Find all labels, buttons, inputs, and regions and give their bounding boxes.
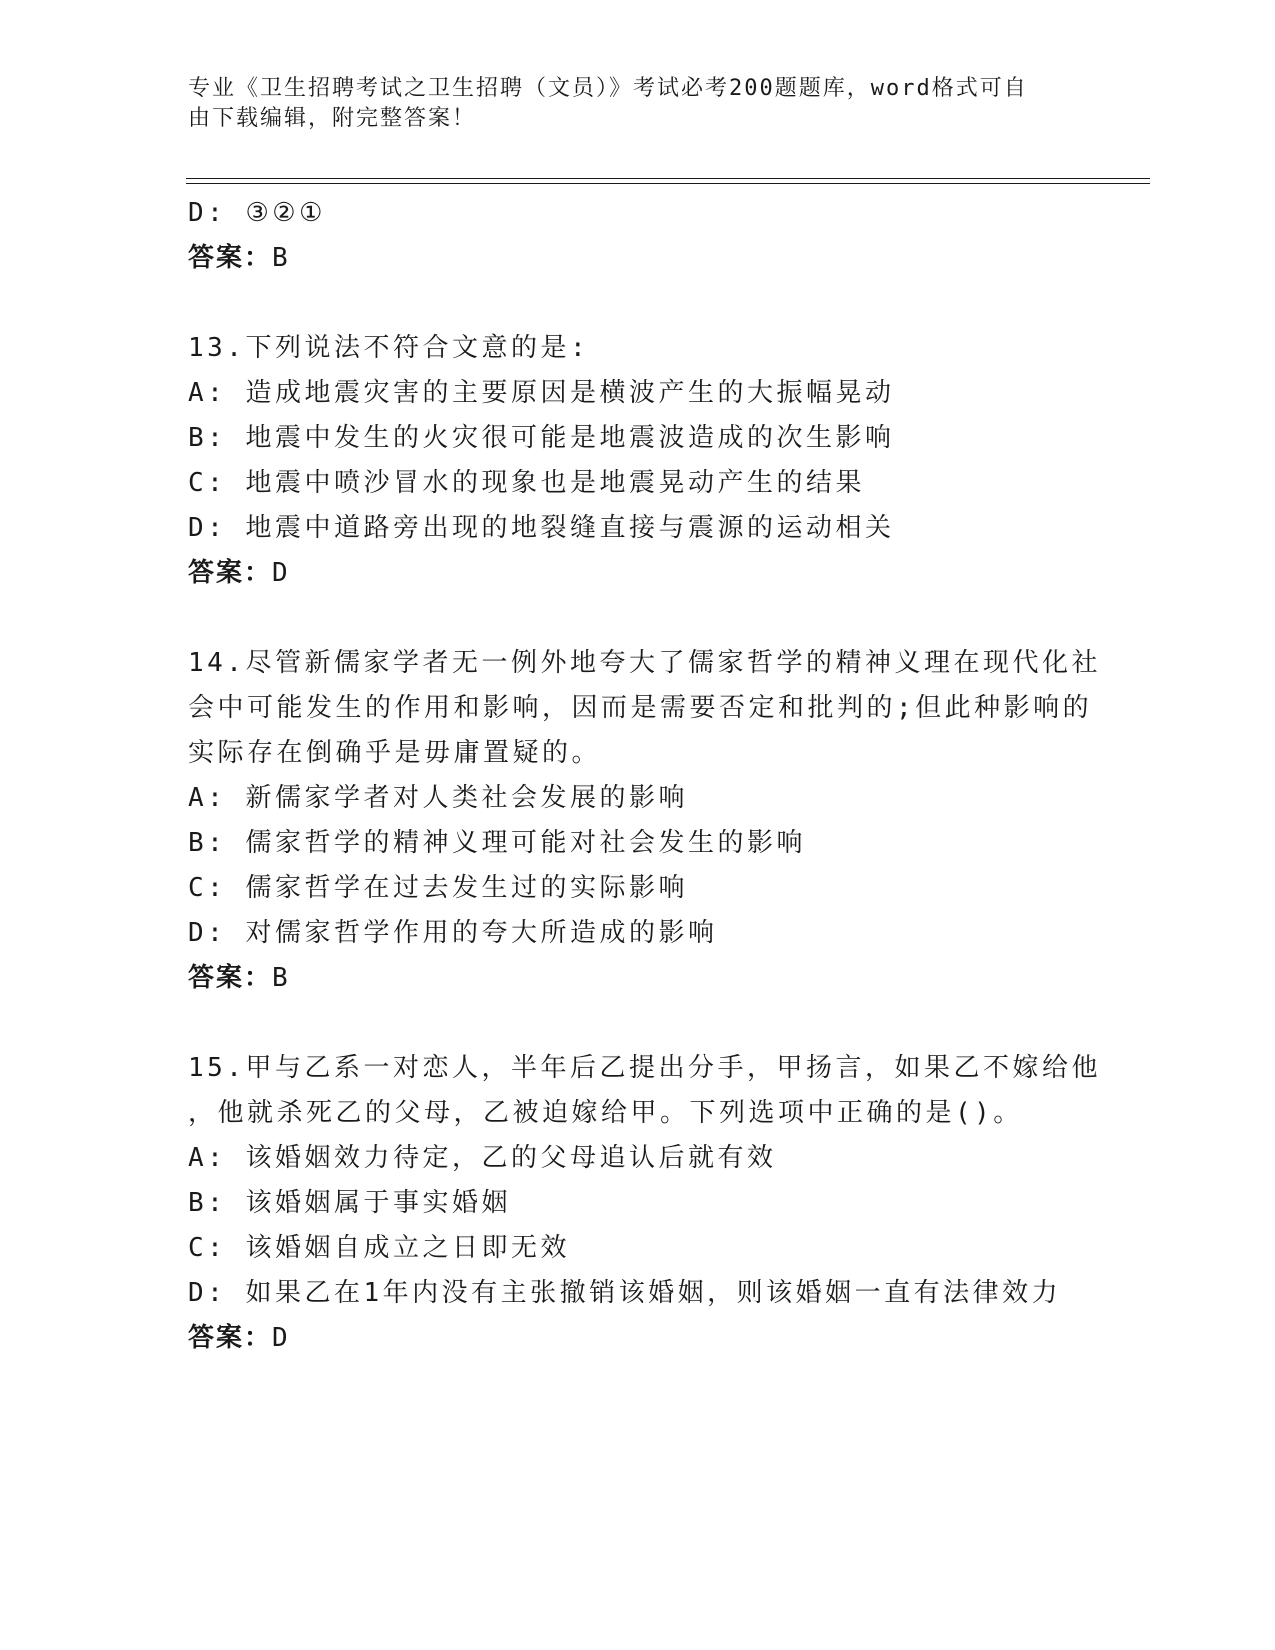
header-rule-bottom [186, 183, 1150, 184]
header-line-2: 由下载编辑，附完整答案！ [188, 106, 477, 131]
option-a: A: 新儒家学者对人类社会发展的影响 [188, 783, 688, 813]
answer-label: 答案： [188, 243, 273, 273]
spacer [188, 596, 1088, 641]
question-stem-line: 15.甲与乙系一对恋人，半年后乙提出分手，甲扬言，如果乙不嫁给他 [188, 1053, 1101, 1083]
option-a: A: 该婚姻效力待定，乙的父母追认后就有效 [188, 1143, 777, 1173]
answer-value: D [272, 1323, 290, 1353]
question-13 [188, 326, 1088, 596]
question-stem-line: 会中可能发生的作用和影响，因而是需要否定和批判的;但此种影响的 [188, 693, 1093, 723]
option-c: C: 该婚姻自成立之日即无效 [188, 1233, 570, 1263]
question-stem-line: 14.尽管新儒家学者无一例外地夸大了儒家哲学的精神义理在现代化社 [188, 648, 1101, 678]
spacer [188, 281, 1088, 326]
question-stem-line: 实际存在倒确乎是毋庸置疑的。 [188, 738, 602, 768]
question-stem-line: 13.下列说法不符合文意的是: [188, 333, 590, 363]
question-14 [188, 641, 1101, 1001]
question-15 [188, 1046, 1101, 1361]
option-b: B: 儒家哲学的精神义理可能对社会发生的影响 [188, 828, 806, 858]
question-answer [188, 551, 1088, 596]
option-a: A: 造成地震灾害的主要原因是横波产生的大振幅晃动 [188, 378, 895, 408]
option-c: C: 地震中喷沙冒水的现象也是地震晃动产生的结果 [188, 468, 865, 498]
option-b: B: 该婚姻属于事实婚姻 [188, 1188, 511, 1218]
question-answer [188, 956, 1088, 1001]
prev-answer [188, 236, 1088, 281]
answer-value: D [272, 558, 290, 588]
prev-option-d: D: ③②① [188, 198, 326, 228]
option-c: C: 儒家哲学在过去发生过的实际影响 [188, 873, 688, 903]
option-d: D: 对儒家哲学作用的夸大所造成的影响 [188, 918, 718, 948]
answer-label: 答案： [188, 963, 273, 993]
option-b: B: 地震中发生的火灾很可能是地震波造成的次生影响 [188, 423, 895, 453]
header-rule-top [186, 178, 1150, 179]
answer-label: 答案： [188, 1323, 273, 1353]
answer-value: B [272, 963, 290, 993]
header-line-1: 专业《卫生招聘考试之卫生招聘（文员）》考试必考200题题库，word格式可自 [188, 76, 1028, 101]
answer-label: 答案： [188, 558, 273, 588]
spacer [188, 1001, 1088, 1046]
option-d: D: 地震中道路旁出现的地裂缝直接与震源的运动相关 [188, 513, 895, 543]
question-stem-line: ，他就杀死乙的父母，乙被迫嫁给甲。下列选项中正确的是()。 [188, 1098, 1023, 1128]
option-d: D: 如果乙在1年内没有主张撤销该婚姻，则该婚姻一直有法律效力 [188, 1278, 1062, 1308]
question-answer [188, 1316, 1088, 1361]
document-body [188, 191, 1101, 1361]
answer-value: B [272, 243, 290, 273]
document-header [188, 74, 1068, 134]
